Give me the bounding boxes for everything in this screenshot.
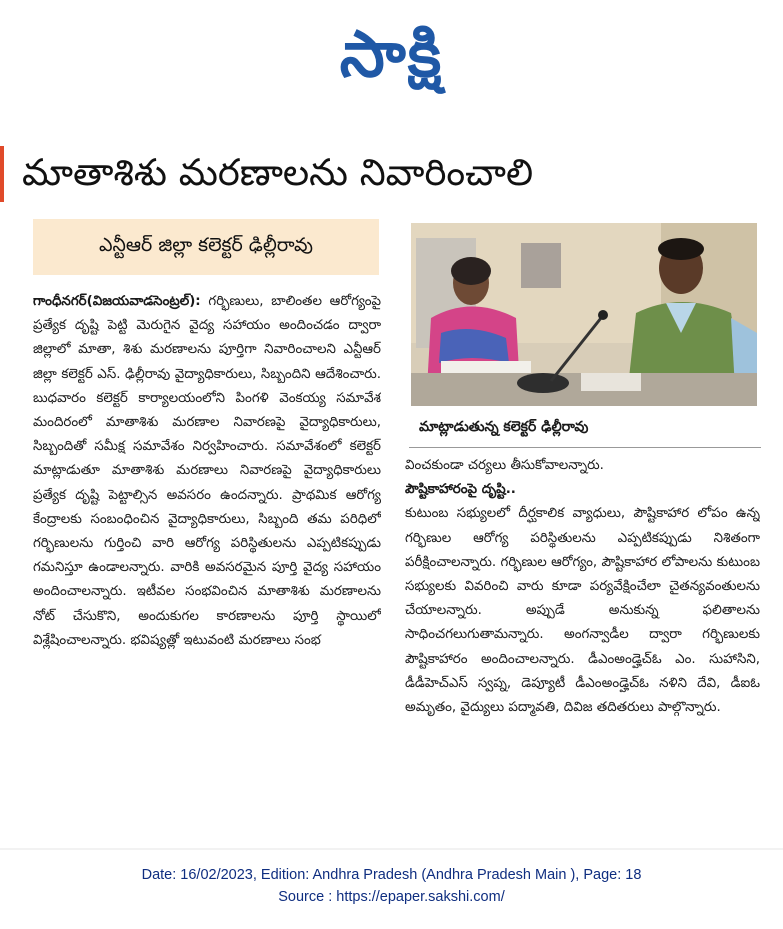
column-right-lead: వించకుండా చర్యలు తీసుకోవాలన్నారు. [405, 458, 604, 473]
article-headline: మాతాశిశు మరణాలను నివారించాలి [22, 151, 534, 194]
column-left-text: గర్భిణులు, బాలింతల ఆరోగ్యంపై ప్రత్యేక దృష్టి పెట్టి మెరుగైన వైద్య సహాయం అందించడం ద్వారా జిల్లాలో మాతా, శిశు మరణాలను పూర్తిగా నివారించాలని ఎన్టీఆర్ జిల్లా కలెక్టర్ ఎస్. ఢిల్లీరావు వైద్యాధికారులు, సిబ్బందిని ఆదేశించారు. బుధవారం కలెక్టర్ కార్యాలయంలోని పింగళి వెంకయ్య సమావేశ మందిరంలో మాతాశిశు మరణాల నివారణపై వైద్యాధికారులు, సిబ్బందితో సమీక్ష సమావేశం నిర్వహించారు. సమావేశంలో కలెక్టర్ మాట్లాడుతూ మాతాశిశు మరణాలు నివారణపై వైద్యాధికారులు ప్రత్యేక దృష్టి పెట్టాల్సిన అవసరం ఉందన్నారు. ప్రాథమిక ఆరోగ్య కేంద్రాలకు సంబంధించిన వైద్యాధికారులు, సిబ్బంది తమ పరిధిలో గర్భిణులను గుర్తించి వారి ఆరోగ్య పరిస్థితులను ఎప్పటికప్పుడు గమనిస్తూ ఉండాలన్నారు. వారికి అవసరమైన పూర్తి వైద్య సహాయం అందించాలన్నారు. ఇటీవల సంభవించిన మాతాశిశు మరణాలను నోట్ చేసుకొని, అందుకుగల కారణాలను పూర్తి స్థాయిలో విశ్లేషించాలన్నారు. భవిష్యత్లో ఇటువంటి మరణాలు సంభ [33, 294, 381, 648]
headline-accent-bar [0, 146, 4, 202]
article-subheadline [33, 219, 379, 275]
footer-edition-info: Date: 16/02/2023, Edition: Andhra Pradesh (Andhra Pradesh Main ), Page: 18 [141, 867, 642, 883]
article-photo [411, 223, 757, 406]
footer-source-link[interactable]: Source : https://epaper.sakshi.com/ [278, 889, 505, 905]
newspaper-logo: సాక్షి [339, 18, 444, 92]
article-column-left [33, 290, 381, 835]
article-dateline: గాంధీనగర్(విజయవాడసెంట్రల్): [33, 294, 201, 309]
photo-caption-text: మాట్లాడుతున్న కలెక్టర్ ఢిల్లీరావు [419, 419, 589, 435]
subheadline-text: ఎన్టీఆర్ జిల్లా కలెక్టర్ ఢిల్లీరావు [99, 233, 313, 256]
photo-image [411, 223, 757, 406]
page-footer [0, 864, 783, 908]
masthead [0, 0, 783, 110]
article-crosshead: పౌష్టికాహారంపై దృష్టి.. [405, 482, 516, 498]
footer-divider [0, 848, 783, 850]
column-right-text: కుటుంబ సభ్యులలో దీర్ఘకాలిక వ్యాధులు, పౌష్టికాహార లోపం ఉన్న గర్భిణుల ఆరోగ్య పరిస్థితులను ఎప్పటికప్పుడు నిశితంగా పరీక్షించాలన్నారు. గర్భిణుల ఆరోగ్యం, పౌష్టికాహార లోపాలను కుటుంబ సభ్యులకు వివరించి వారు కూడా పర్యవేక్షించేలా చైతన్యవంతులను చేయాలన్నారు. అప్పుడే అనుకున్న ఫలితాలను సాధించగలుగుతామన్నారు. అంగన్వాడీల ద్వారా గర్భిణులకు పౌష్టికాహారం అందించాలన్నారు. డీఎంఅండ్హెచ్ఓ ఎం. సుహాసిని, డీడీహెచ్ఎస్ స్వప్న, డెప్యూటీ డీఎంఅండ్హెచ్ఓ నళిని దేవి, డీఐఓ అమృతం, వైద్యులు పద్మావతి, దివిజ తదితరులు పాల్గొన్నారు. [405, 506, 760, 716]
photo-caption [409, 410, 761, 448]
article-column-right [405, 454, 760, 834]
